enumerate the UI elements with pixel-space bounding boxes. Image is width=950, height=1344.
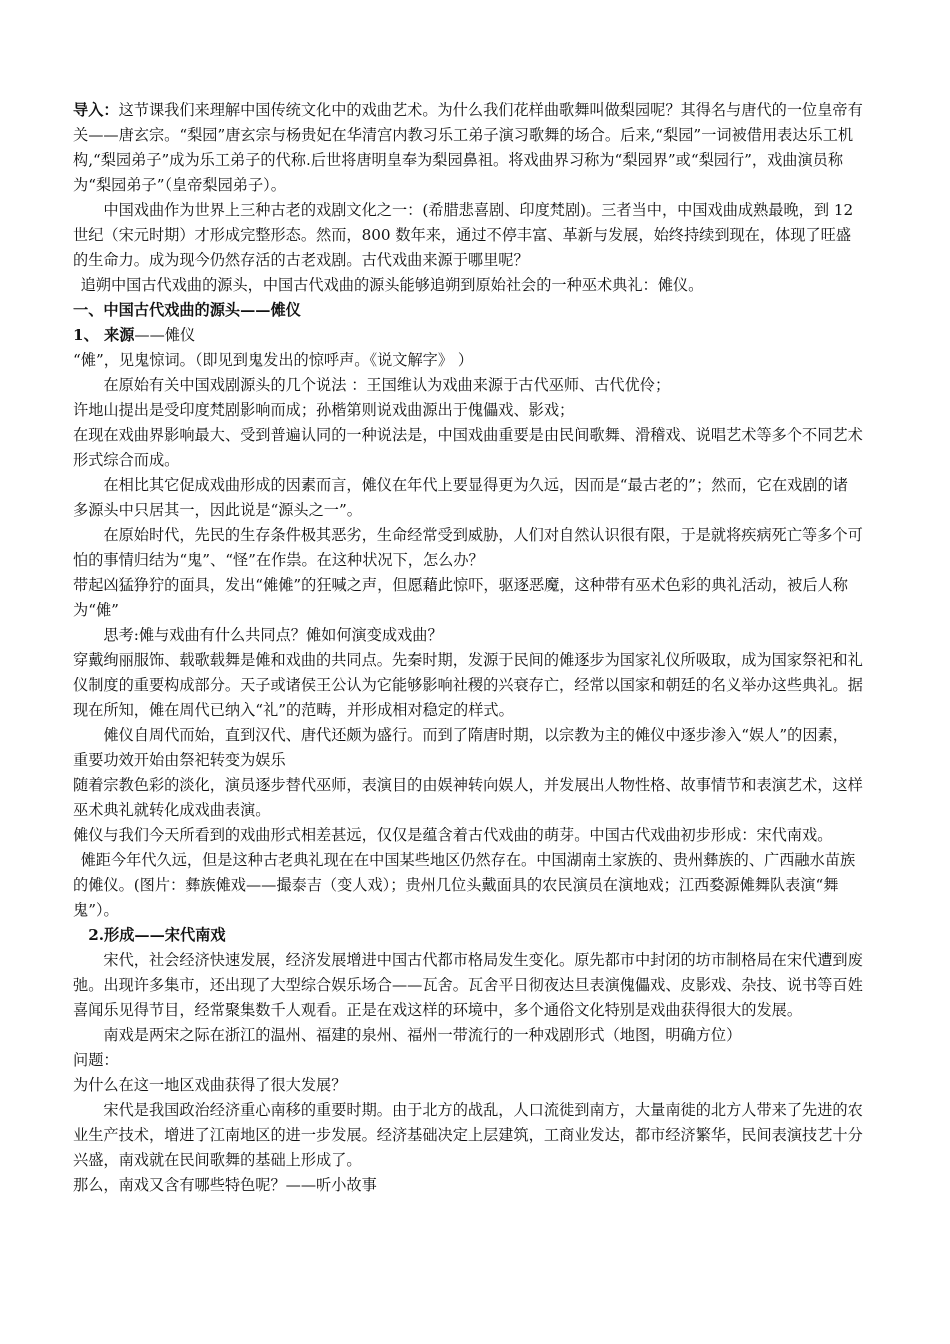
document-page	[73, 98, 863, 1198]
section-heading-formation: 2.形成——宋代南戏	[88, 926, 226, 944]
paragraph-still-exists: 傩距今年代久远，但是这种古老典礼现在在中国某些地区仍然存在。中国湖南土家族的、贵州彝族的、广西融水苗族的傩仪。(图片：彝族傩戏——撮泰吉（变人戏）；贵州几位头戴面具的农民演员在演地戏；江西婺源傩舞队表演“舞鬼”）。	[73, 851, 856, 919]
paragraph-story-prompt: 那么，南戏又含有哪些特色呢？——听小故事	[73, 1176, 377, 1194]
paragraph-zhou-dynasty: 傩仪自周代而始，直到汉代、唐代还颇为盛行。而到了隋唐时期，以宗教为主的傩仪中逐步渗入“娱人”的因素，重要功效开始由祭祀转变为娱乐	[73, 726, 848, 769]
section-heading-origin: 一、中国古代戏曲的源头——傩仪	[73, 301, 301, 319]
paragraph-theories: 在原始有关中国戏剧源头的几个说法 ：王国维认为戏曲来源于古代巫师、古代优伶；	[103, 376, 671, 394]
paragraph-three-dramas: 中国戏曲作为世界上三种古老的戏剧文化之一：(希腊悲喜剧、印度梵剧)。三者当中，中国戏曲成熟最晚，到 12 世纪（宋元时期）才形成完整形态。然而，800 数年来，通过不停丰富、革新与发展，始终持续到现在，体现了旺盛的生命力。成为现今仍然存活的古老戏剧。古代戏曲来源于哪里呢？	[73, 201, 854, 269]
paragraph-primitive-times: 在原始时代，先民的生存条件极其恶劣，生命经常受到威胁，人们对自然认识很有限，于是就将疾病死亡等多个可怕的事情归结为“鬼”、“怪”在作祟。在这种状况下，怎么办？	[73, 526, 863, 569]
intro-text: 这节课我们来理解中国传统文化中的戏曲艺术。为什么我们花样曲歌舞叫做梨园呢？其得名与唐代的一位皇帝有关——唐玄宗。“梨园”唐玄宗与杨贵妃在华清宫内教习乐工弟子演习歌舞的场合。后来,“梨园”一词被借用表达乐工机构,“梨园弟子”成为乐工弟子的代称.后世将唐明皇奉为梨园鼻祖。将戏曲界习称为“梨园界”或“梨园行”，戏曲演员称为“梨园弟子”（皇帝梨园弟子）。	[73, 101, 863, 194]
subheading-source-label: 1、 来源	[73, 326, 135, 344]
subheading-source-rest: ——傩仪	[134, 326, 196, 344]
paragraph-thinking-question: 思考:傩与戏曲有什么共同点？傩如何演变成戏曲？	[103, 626, 443, 644]
paragraph-masks: 带起凶猛狰狞的面具，发出“傩傩”的狂喊之声，但愿藉此惊吓，驱逐恶魔，这种带有巫术色彩的典礼活动，被后人称为“傩”	[73, 576, 848, 619]
paragraph-transformation: 随着宗教色彩的淡化，演员逐步替代巫师，表演目的由娱神转向娱人，并发展出人物性格、故事情节和表演艺术，这样巫术典礼就转化成戏曲表演。	[73, 776, 863, 819]
intro-paragraph	[73, 98, 863, 198]
paragraph-sprout: 傩仪与我们今天所看到的戏曲形式相差甚远，仅仅是蕴含着古代戏曲的萌芽。中国古代戏曲初步形成：宋代南戏。	[73, 826, 833, 844]
paragraph-oldest: 在相比其它促成戏曲形成的因素而言，傩仪在年代上要显得更为久远，因而是“最古老的”；然而，它在戏剧的诸多源头中只居其一，因此说是“源头之一”。	[73, 476, 848, 519]
paragraph-economic-shift: 宋代是我国政治经济重心南移的重要时期。由于北方的战乱，人口流徙到南方，大量南徙的北方人带来了先进的农业生产技术，增进了江南地区的进一步发展。经济基础决定上层建筑，工商业发达，都市经济繁华，民间表演技艺十分兴盛，南戏就在民间歌舞的基础上形成了。	[73, 1101, 863, 1169]
paragraph-question-label: 问题：	[73, 1051, 119, 1069]
paragraph-why-question: 为什么在这一地区戏曲获得了很大发展？	[73, 1076, 347, 1094]
paragraph-nanxi-region: 南戏是两宋之际在浙江的温州、福建的泉州、福州一带流行的一种戏剧形式（地图，明确方位）	[103, 1026, 742, 1044]
subheading-source	[73, 323, 863, 348]
intro-label: 导入：	[73, 101, 119, 119]
paragraph-trace-origin: 追朔中国古代戏曲的源头，中国古代戏曲的源头能够追朔到原始社会的一种巫术典礼：傩仪。	[80, 276, 704, 294]
paragraph-song-dynasty: 宋代，社会经济快速发展，经济发展增进中国古代都市格局发生变化。原先都市中封闭的坊市制格局在宋代遭到废弛。出现许多集市，还出现了大型综合娱乐场合——瓦舍。瓦舍平日彻夜达旦表演傀儡戏、皮影戏、杂技、说书等百姓喜闻乐见得节目，经常聚集数千人观看。正是在戏这样的环境中，多个通俗文化特别是戏曲获得很大的发展。	[73, 951, 863, 1019]
paragraph-mainstream-view: 在现在戏曲界影响最大、受到普遍认同的一种说法是，中国戏曲重要是由民间歌舞、滑稽戏、说唱艺术等多个不同艺术形式综合而成。	[73, 426, 863, 469]
paragraph-common-points: 穿戴绚丽服饰、载歌载舞是傩和戏曲的共同点。先秦时期，发源于民间的傩逐步为国家礼仪所吸取，成为国家祭祀和礼仪制度的重要构成部分。天子或诸侯王公认为它能够影响社稷的兴衰存亡，经常以国家和朝廷的名义举办这些典礼。据现在所知，傩在周代已纳入“礼”的范畴，并形成相对稳定的样式。	[73, 651, 863, 719]
paragraph-nuo-definition: “傩”，见鬼惊词。（即见到鬼发出的惊呼声。《说文解字》 ）	[73, 351, 474, 369]
paragraph-xu-dishan: 许地山提出是受印度梵剧影响而成；孙楷第则说戏曲源出于傀儡戏、影戏；	[73, 401, 575, 419]
